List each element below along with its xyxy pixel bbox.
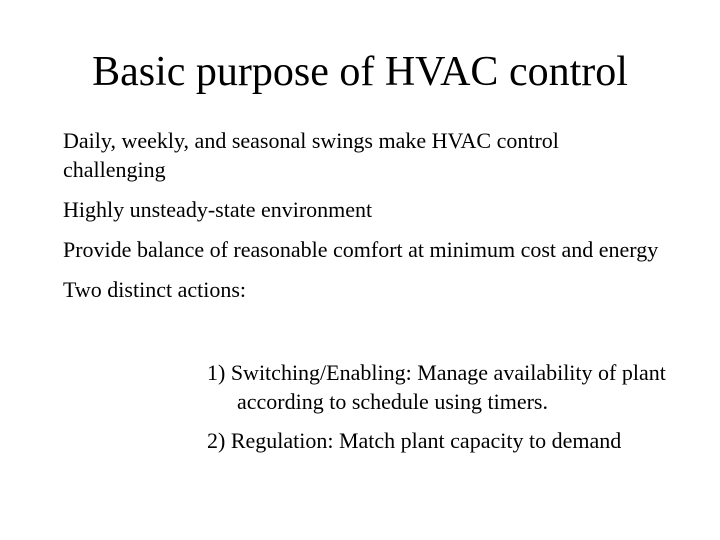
sub-bullet-list — [207, 358, 677, 465]
bullet-list — [63, 126, 663, 315]
sub-bullet-item: 2) Regulation: Match plant capacity to demand — [207, 428, 622, 453]
bullet-item: Daily, weekly, and seasonal swings make HVAC control challenging — [63, 128, 559, 182]
bullet-item: Highly unsteady-state environment — [63, 197, 373, 222]
bullet-item: Provide balance of reasonable comfort at minimum cost and energy — [63, 237, 659, 262]
bullet-item: Two distinct actions: — [63, 277, 246, 302]
slide-title: Basic purpose of HVAC control — [92, 49, 628, 95]
sub-bullet-item: 1) Switching/Enabling: Manage availability of plant according to schedule using timers. — [207, 360, 666, 414]
